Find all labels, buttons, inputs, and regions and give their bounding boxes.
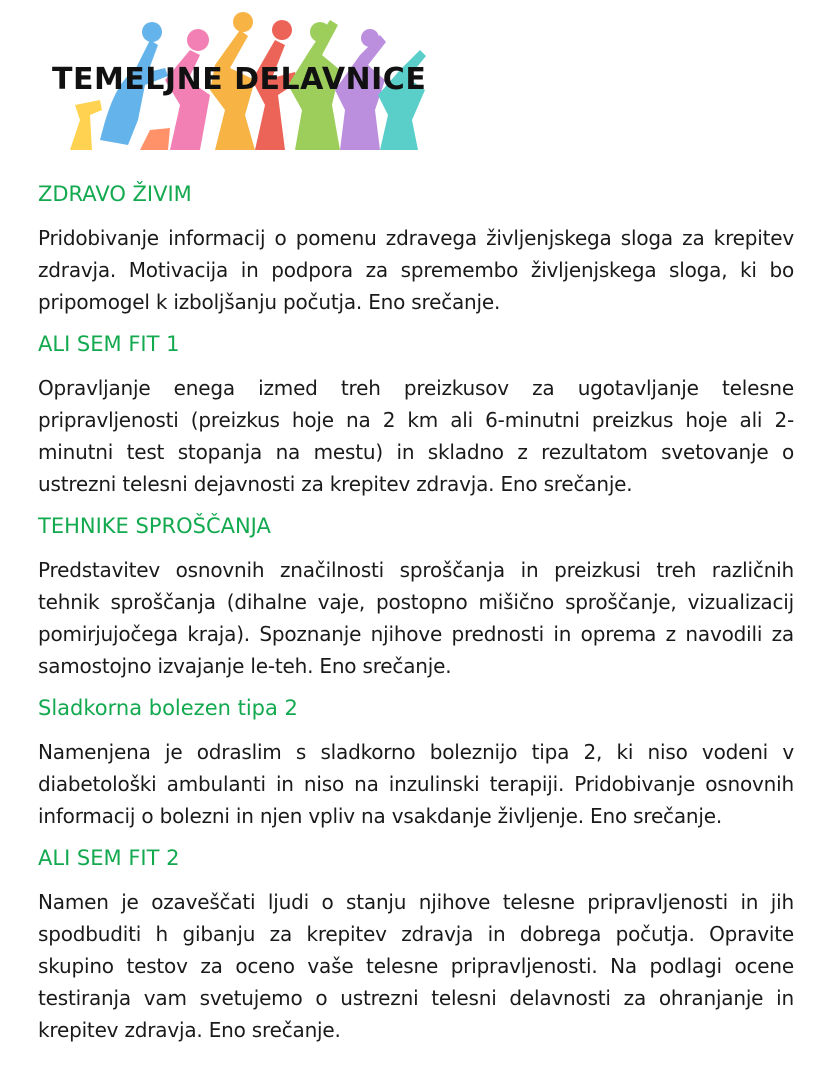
section-heading: ALI SEM FIT 2 xyxy=(38,846,180,870)
workshop-section xyxy=(38,178,794,318)
section-description: Namenjena je odraslim s sladkorno boleznijo tipa 2, ki niso vodeni v diabetološki ambulanti in niso na inzulinski terapiji. Pridobivanje osnovnih informacij o bolezni in njen vpliv na vsakdanje življenje. Eno srečanje. xyxy=(38,740,794,828)
section-heading: Sladkorna bolezen tipa 2 xyxy=(38,696,298,720)
section-description: Pridobivanje informacij o pomenu zdravega življenjskega sloga za krepitev zdravja. Motivacija in podpora za spremembo življenjskega sloga, ki bo pripomogel k izboljšanju počutja. Eno srečanje. xyxy=(38,226,794,314)
workshop-section xyxy=(38,692,794,832)
section-heading: TEHNIKE SPROŠČANJA xyxy=(38,514,271,538)
workshop-section xyxy=(38,842,794,1046)
section-description: Predstavitev osnovnih značilnosti sproščanja in preizkusi treh različnih tehnik sproščanja (dihalne vaje, postopno mišično sproščanje, vizualizacij pomirjujočega kraja). Spoznanje njihove prednosti in oprema z navodili za samostojno izvajanje le-teh. Eno srečanje. xyxy=(38,558,794,678)
banner-title: TEMELJNE DELAVNICE xyxy=(52,62,427,97)
workshop-section xyxy=(38,510,794,682)
banner xyxy=(40,10,432,150)
section-heading: ZDRAVO ŽIVIM xyxy=(38,182,192,206)
section-description: Namen je ozaveščati ljudi o stanju njihove telesne pripravljenosti in jih spodbuditi h gibanju za krepitev zdravja in dobrega počutja. Opravite skupino testov za oceno vaše telesne pripravljenosti. Na podlagi ocene testiranja vam svetujemo o ustrezni telesni delavnosti za ohranjanje in krepitev zdravja. Eno srečanje. xyxy=(38,890,794,1042)
section-description: Opravljanje enega izmed treh preizkusov za ugotavljanje telesne pripravljenosti (preizkus hoje na 2 km ali 6-minutni preizkus hoje ali 2-minutni test stopanja na mestu) in skladno z rezultatom svetovanje o ustrezni telesni dejavnosti za krepitev zdravja. Eno srečanje. xyxy=(38,376,794,496)
workshop-list xyxy=(38,178,794,1056)
section-heading: ALI SEM FIT 1 xyxy=(38,332,180,356)
workshop-section xyxy=(38,328,794,500)
